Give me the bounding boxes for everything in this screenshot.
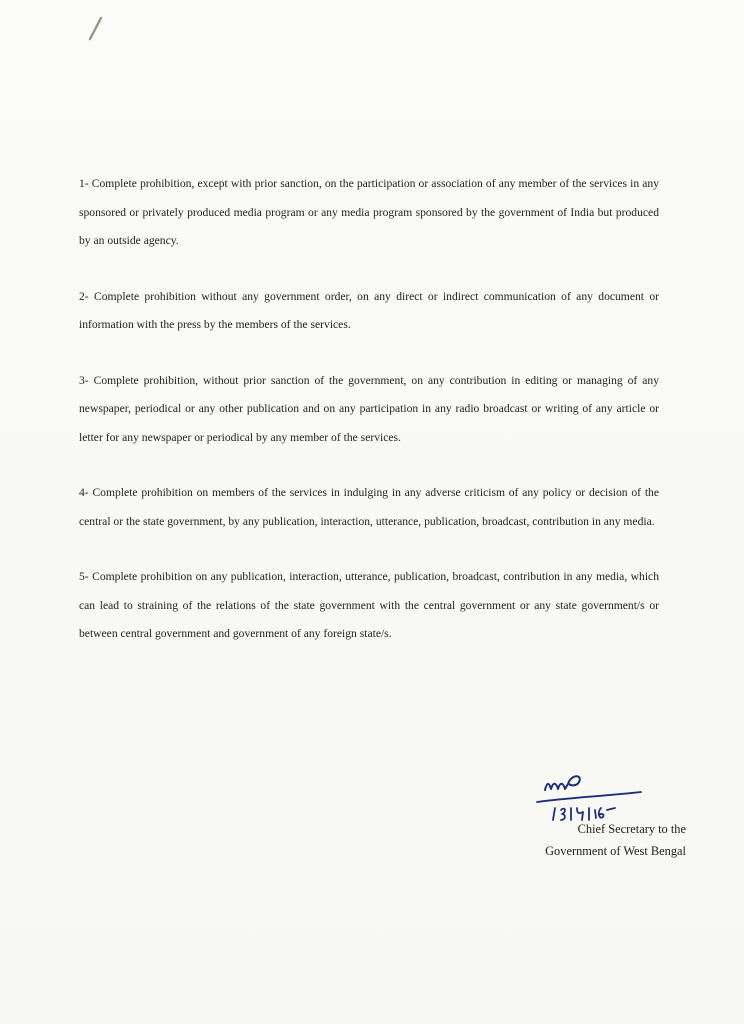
paragraph-5: 5- Complete prohibition on any publication, interaction, utterance, publication, broadcast, contribution in any media, which can lead to straining of the relations of the state government with the central government or any state government/s or between central government and government of any foreign state/s. [79,570,659,640]
handwritten-signature [535,770,645,822]
signatory-block [486,818,686,862]
paragraph-4: 4- Complete prohibition on members of the services in indulging in any adverse criticism of any policy or decision of the central or the state government, by any publication, interaction, utterance, publication, broadcast, contribution in any media. [79,486,659,528]
pen-stroke-mark [86,16,106,42]
paragraph-3: 3- Complete prohibition, without prior sanction of the government, on any contribution in editing or managing of any newspaper, periodical or any other publication and on any participation in any radio broadcast or writing of any article or letter for any newspaper or periodical by any member of the services. [79,373,659,444]
signatory-title-line-2: Government of West Bengal [545,844,686,858]
paragraph-2: 2- Complete prohibition without any government order, on any direct or indirect communication of any document or information with the press by the members of the services. [79,289,659,331]
paragraph-1: 1- Complete prohibition, except with prior sanction, on the participation or association of any member of the services in any sponsored or privately produced media program or any media program sponsored by the government of India but produced by an outside agency. [79,177,659,247]
signatory-title-line-1: Chief Secretary to the [577,822,686,836]
document-body [79,170,659,676]
